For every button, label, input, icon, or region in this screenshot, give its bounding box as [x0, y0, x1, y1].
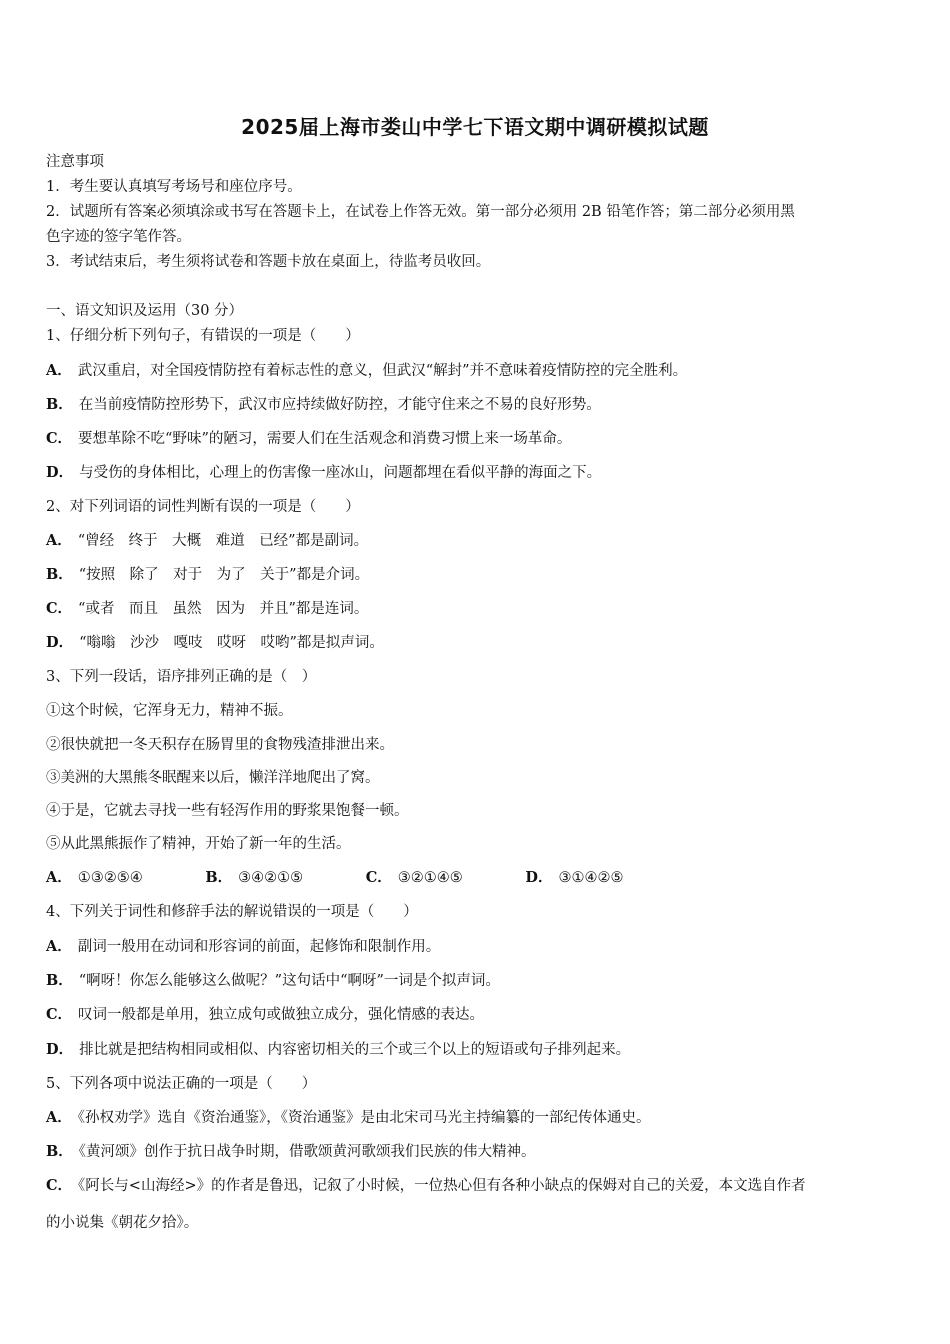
section-heading: 一、语文知识及运用（30 分） [46, 303, 244, 319]
option-label: D． [46, 464, 74, 481]
option-label: D． [46, 634, 74, 651]
question-stem: 3、下列一段话，语序排列正确的是（ ） [46, 669, 317, 685]
option-row [46, 971, 500, 991]
option-row [46, 565, 369, 585]
option-row [46, 937, 440, 957]
option-label: C． [46, 430, 73, 447]
option-row [46, 868, 681, 888]
option-label: A． [46, 869, 72, 886]
option-text: 在当前疫情防控形势下，武汉市应持续做好防控，才能守住来之不易的良好形势。 [78, 397, 601, 413]
option-row [46, 1176, 806, 1196]
option-text: ③①④②⑤ [558, 870, 624, 886]
option-label: B． [46, 396, 73, 413]
sentence: ①这个时候，它浑身无力，精神不振。 [46, 703, 293, 719]
option-text: “嗡嗡 沙沙 嘎吱 哎呀 哎哟”都是拟声词。 [79, 635, 384, 651]
notice-item: 色字迹的签字笔作答。 [46, 229, 191, 245]
option-text: 叹词一般都是单用，独立成句或做独立成分，强化情感的表达。 [78, 1007, 485, 1023]
option-row [46, 1005, 484, 1025]
option-text: 《孙权劝学》选自《资治通鉴》，《资治通鉴》是由北宋司马光主持编纂的一部纪传体通史。 [77, 1110, 651, 1126]
option-label: D． [46, 1041, 74, 1058]
option-row [46, 1040, 630, 1060]
option-text: 《阿长与<山海经>》的作者是鲁迅，记叙了小时候，一位热心但有各种小缺点的保姆对自己的关爱，本文选自作者 [78, 1178, 806, 1194]
option-text: 要想革除不吃“野味”的陋习，需要人们在生活观念和消费习惯上来一场革命。 [78, 431, 572, 447]
option-label: C． [46, 1177, 73, 1194]
option-row [46, 531, 368, 551]
option-text: ③②①④⑤ [397, 870, 463, 886]
option-row [46, 463, 601, 483]
option [525, 868, 623, 888]
option-text: 武汉重启，对全国疫情防控有着标志性的意义，但武汉“解封”并不意味着疫情防控的完全胜利。 [77, 363, 688, 379]
question-stem: 1、仔细分析下列句子，有错误的一项是（ ） [46, 328, 360, 344]
option-continuation: 的小说集《朝花夕拾》。 [46, 1215, 199, 1231]
page-title: 2025届上海市娄山中学七下语文期中调研模拟试题 [241, 115, 709, 139]
notice-item: 1．考生要认真填写考场号和座位序号。 [46, 179, 302, 195]
option-row [46, 1142, 536, 1162]
option-label: A． [46, 362, 72, 379]
option-text: “按照 除了 对于 为了 关于”都是介词。 [78, 567, 370, 583]
sentence: ②很快就把一冬天积存在肠胃里的食物残渣排泄出来。 [46, 737, 394, 753]
option [46, 868, 143, 888]
option-row [46, 395, 601, 415]
notice-item: 2．试题所有答案必须填涂或书写在答题卡上，在试卷上作答无效。第一部分必须用 2B 铅笔作答；第二部分必须用黑 [46, 204, 795, 220]
option-row [46, 1108, 651, 1128]
option-text: 与受伤的身体相比，心理上的伤害像一座冰山，问题都埋在看似平静的海面之下。 [79, 465, 602, 481]
option-label: C． [46, 600, 73, 617]
option-row [46, 361, 687, 381]
option-label: C． [46, 1006, 73, 1023]
option-label: B． [205, 869, 233, 886]
option [205, 868, 303, 888]
option-row [46, 599, 368, 619]
option-row [46, 633, 384, 653]
option [366, 868, 463, 888]
sentence: ⑤从此黑熊振作了精神，开始了新一年的生活。 [46, 836, 351, 852]
question-stem: 2、对下列词语的词性判断有误的一项是（ ） [46, 499, 360, 515]
option-text: “或者 而且 虽然 因为 并且”都是连词。 [78, 601, 369, 617]
option-text: 《黄河颂》创作于抗日战争时期，借歌颂黄河歌颂我们民族的伟大精神。 [78, 1144, 536, 1160]
option-label: D． [525, 869, 553, 886]
notice-item: 3．考试结束后，考生须将试卷和答题卡放在桌面上，待监考员收回。 [46, 254, 491, 270]
option-label: B． [46, 1143, 73, 1160]
option-label: B． [46, 972, 73, 989]
option-text: ③④②①⑤ [238, 870, 304, 886]
notice-heading: 注意事项 [46, 154, 104, 170]
option-label: C． [365, 869, 392, 886]
question-stem: 4、下列关于词性和修辞手法的解说错误的一项是（ ） [46, 904, 418, 920]
option-text: ①③②⑤④ [77, 870, 143, 886]
option-label: A． [46, 532, 72, 549]
option-label: B． [46, 566, 73, 583]
option-text: “曾经 终于 大概 难道 已经”都是副词。 [77, 533, 369, 549]
sentence: ④于是，它就去寻找一些有轻泻作用的野浆果饱餐一顿。 [46, 803, 409, 819]
option-text: 排比就是把结构相同或相似、内容密切相关的三个或三个以上的短语或句子排列起来。 [79, 1042, 631, 1058]
option-label: A． [46, 938, 72, 955]
option-text: 副词一般用在动词和形容词的前面，起修饰和限制作用。 [77, 939, 441, 955]
option-label: A． [46, 1109, 72, 1126]
question-stem: 5、下列各项中说法正确的一项是（ ） [46, 1076, 317, 1092]
option-row [46, 429, 571, 449]
sentence: ③美洲的大黑熊冬眠醒来以后，懒洋洋地爬出了窝。 [46, 770, 380, 786]
option-text: “啊呀！你怎么能够这么做呢？”这句话中“啊呀”一词是个拟声词。 [78, 973, 500, 989]
